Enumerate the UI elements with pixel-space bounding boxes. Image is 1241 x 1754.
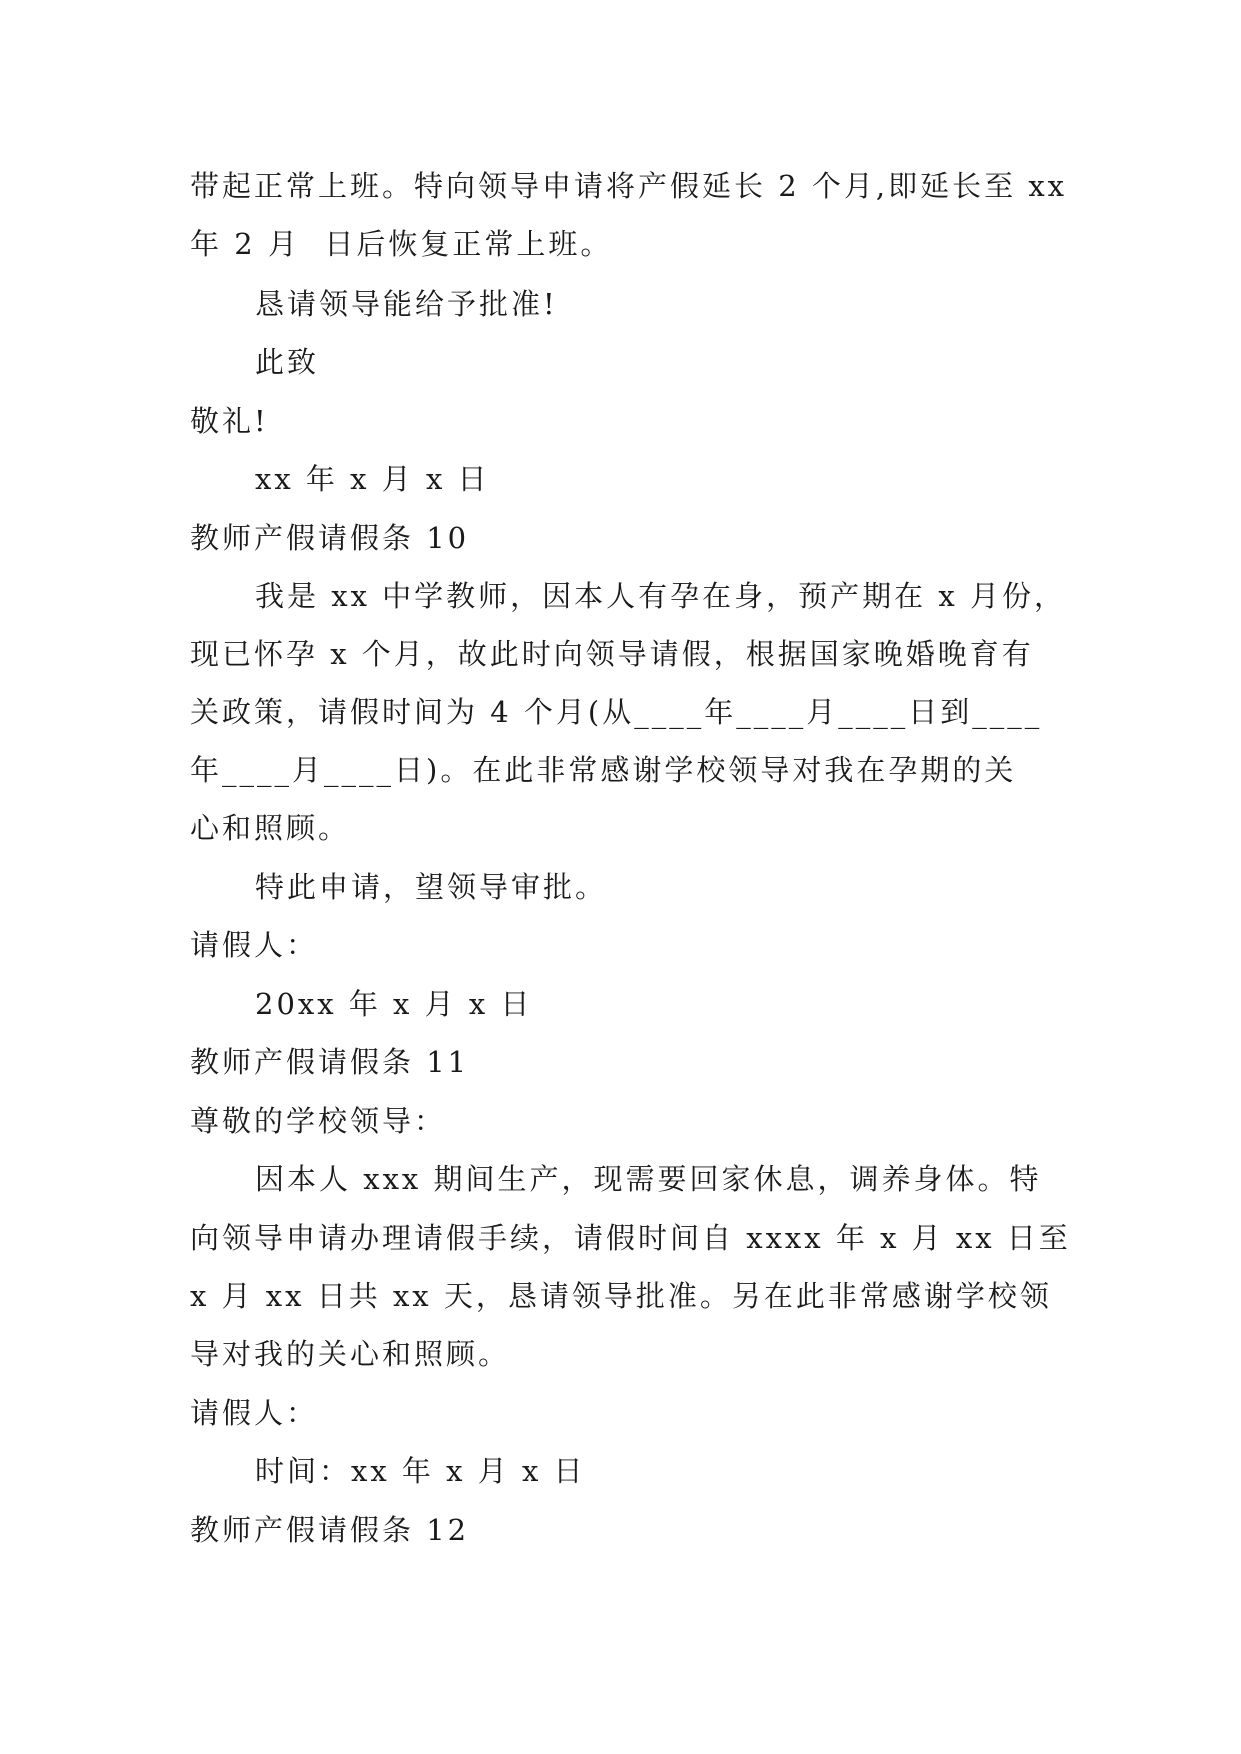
closing-line: 此致 bbox=[255, 345, 320, 379]
applicant-label: 请假人： bbox=[190, 928, 319, 962]
date-line: 20xx 年 x 月 x 日 bbox=[255, 987, 533, 1021]
paragraph-line: 向领导申请办理请假手续，请假时间自 xxxx 年 x 月 xx 日至 bbox=[190, 1221, 1071, 1255]
applicant-label: 请假人： bbox=[190, 1396, 319, 1430]
paragraph-line: 关政策，请假时间为 4 个月(从____年____月____日到____ bbox=[190, 695, 1043, 729]
salutation-line: 尊敬的学校领导： bbox=[190, 1104, 447, 1138]
paragraph-line: 导对我的关心和照顾。 bbox=[190, 1337, 511, 1371]
request-line: 特此申请，望领导审批。 bbox=[255, 870, 608, 904]
paragraph-line: 现已怀孕 x 个月，故此时向领导请假，根据国家晚婚晚育有 bbox=[190, 637, 1034, 671]
paragraph-line: 我是 xx 中学教师，因本人有孕在身，预产期在 x 月份， bbox=[255, 579, 1066, 613]
paragraph-line: x 月 xx 日共 xx 天，恳请领导批准。另在此非常感谢学校领 bbox=[190, 1279, 1052, 1313]
section-heading: 教师产假请假条 12 bbox=[190, 1513, 470, 1547]
section-heading: 教师产假请假条 11 bbox=[190, 1045, 470, 1079]
paragraph-line: 带起正常上班。特向领导申请将产假延长 2 个月,即延长至 xx bbox=[190, 169, 1068, 203]
section-heading: 教师产假请假条 10 bbox=[190, 521, 470, 555]
request-line: 恳请领导能给予批准! bbox=[255, 287, 558, 321]
paragraph-line: 心和照顾。 bbox=[190, 811, 351, 845]
salutation-line: 敬礼! bbox=[190, 404, 269, 438]
date-line: 时间：xx 年 x 月 x 日 bbox=[255, 1454, 586, 1488]
paragraph-line: 因本人 xxx 期间生产，现需要回家休息，调养身体。特 bbox=[255, 1162, 1042, 1196]
paragraph-line: 年 2 月 日后恢复正常上班。 bbox=[190, 227, 613, 261]
date-line: xx 年 x 月 x 日 bbox=[255, 462, 490, 496]
paragraph-line: 年____月____日)。在此非常感谢学校领导对我在孕期的关 bbox=[190, 753, 1017, 787]
